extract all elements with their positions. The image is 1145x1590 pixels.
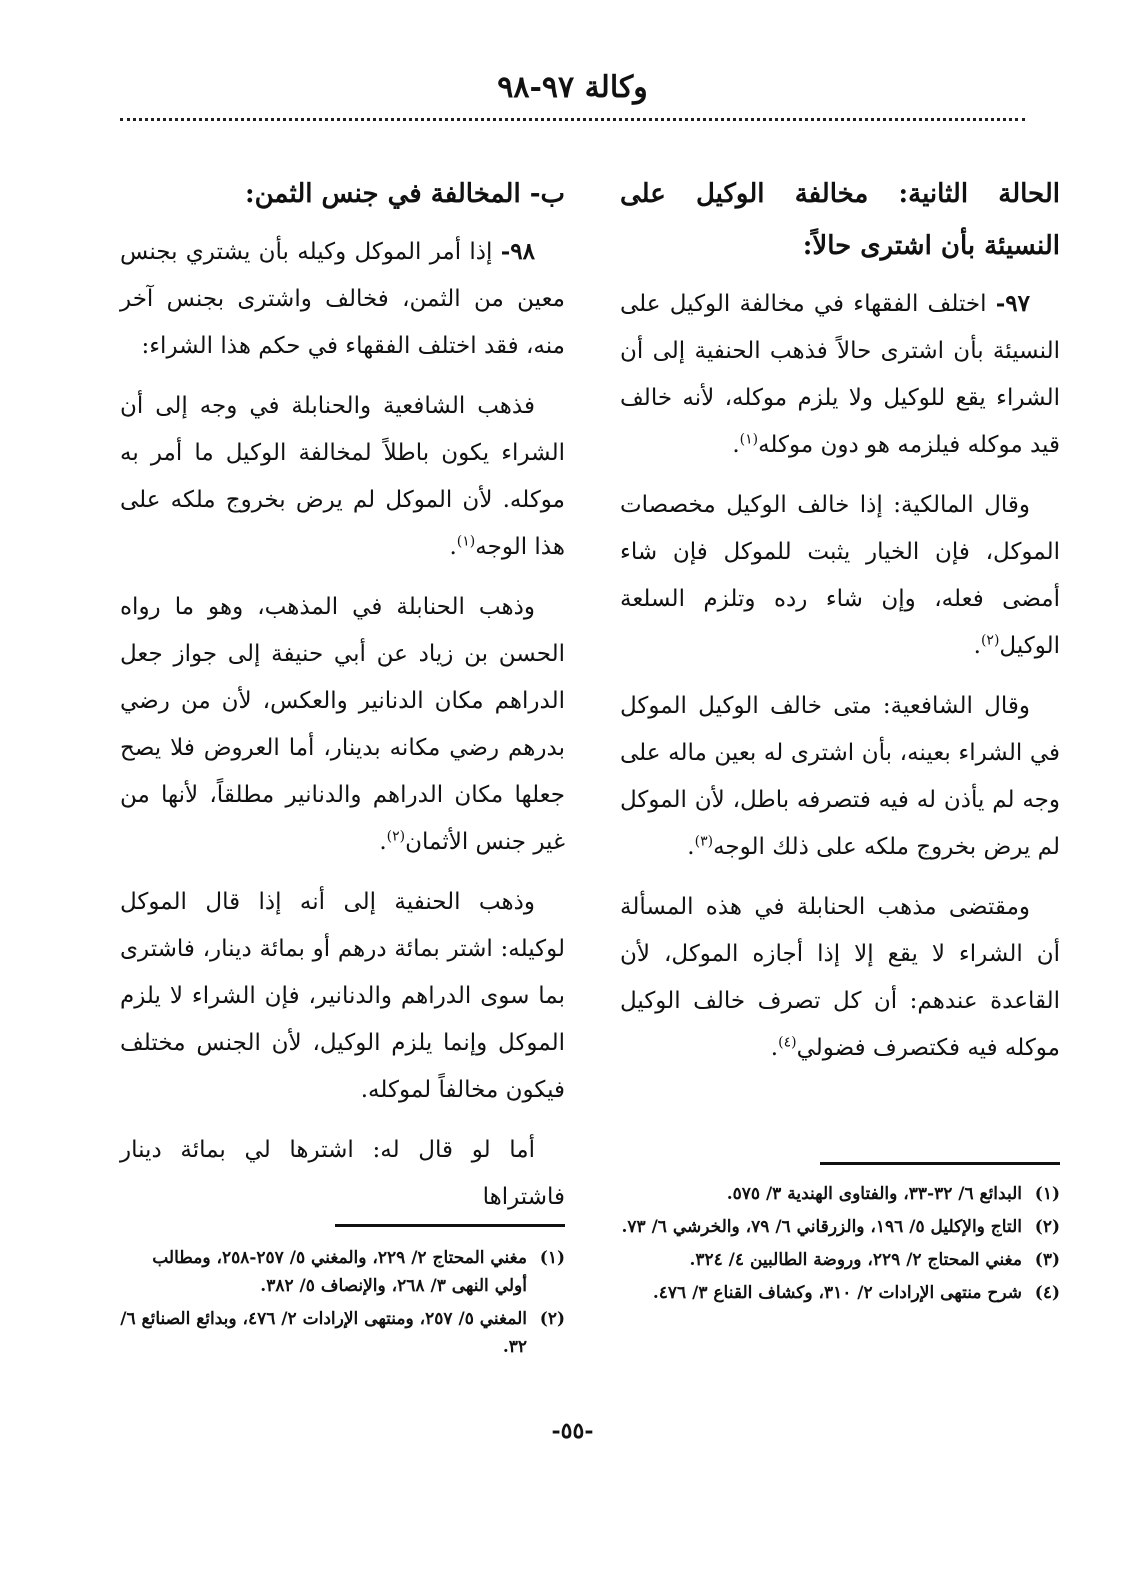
paragraph-maliki: وقال المالكية: إذا خالف الوكيل مخصصات الموكل، فإن الخيار يثبت للموكل فإن شاء أمضى فعله، وإن شاء رده وتلزم السلعة الوكيل$^{(٢)}$. [620, 492, 1060, 659]
footnote-text: المغني ٥/ ٢٥٧، ومنتهى الإرادات ٢/ ٤٧٦، وبدائع الصنائع ٦/ ٣٢. [120, 1309, 527, 1357]
footnote-text: مغني المحتاج ٢/ ٢٢٩، والمغني ٥/ ٢٥٧-٢٥٨، ومطالب أولي النهى ٣/ ٢٦٨، والإنصاف ٥/ ٣٨٢. [152, 1248, 527, 1296]
footnote [620, 1279, 1060, 1307]
footnote-text: مغني المحتاج ٢/ ٢٢٩، وروضة الطالبين ٤/ ٣٢٤. [689, 1250, 1022, 1270]
footnote [120, 1305, 565, 1361]
paragraph-text: فذهب الشافعية والحنابلة في وجه إلى أن الشراء يكون باطلاً لمخالفة الوكيل ما أمر به موكله. لأن الموكل لم يرض بخروج ملكه على هذا الوجه [120, 393, 565, 560]
footnote-number: (٣) [1034, 1250, 1060, 1270]
paragraph-text: وذهب الحنابلة في المذهب، وهو ما رواه الحسن بن زياد عن أبي حنيفة إلى جواز جعل الدراهم مكان الدنانير والعكس، لأن من رضي بدرهم رضي مكانه بدينار، أما العروض فلا يصح جعلها مكان الدراهم والدنانير مطلقاً، لأنها من غير جنس الأثمان [120, 594, 565, 855]
footnote-reference: (١) [456, 533, 476, 550]
footnote-text: التاج والإكليل ٥/ ١٩٦، والزرقاني ٦/ ٧٩، والخرشي ٦/ ٧٣. [621, 1217, 1022, 1237]
footnotes-right [620, 1180, 1060, 1312]
footnote-reference: (٢) [980, 632, 1000, 649]
footnote-text: البدائع ٦/ ٣٢-٣٣، والفتاوى الهندية ٣/ ٥٧٥. [726, 1184, 1022, 1204]
right-column [620, 168, 1060, 1085]
footnotes-left [120, 1244, 565, 1366]
page-number: -٥٥- [551, 1418, 594, 1444]
paragraph-shafii: وقال الشافعية: متى خالف الوكيل الموكل في الشراء بعينه، بأن اشترى له بعين ماله على وجه لم يأذن له فيه فتصرفه باطل، لأن الموكل لم يرض بخروج ملكه على ذلك الوجه$^{(٣)}$. [620, 693, 1060, 860]
footnote-reference: (٤) [778, 1034, 797, 1051]
paragraph-shafii-hanbali: فذهب الشافعية والحنابلة في وجه إلى أن الشراء يكون باطلاً لمخالفة الوكيل ما أمر به موكله. لأن الموكل لم يرض بخروج ملكه على هذا الوجه$^{(١)}$. [120, 393, 565, 560]
footnote [620, 1246, 1060, 1274]
paragraph-97: ٩٧- اختلف الفقهاء في مخالفة الوكيل على النسيئة بأن اشترى حالاً فذهب الحنفية إلى أن الشراء يقع للوكيل ولا يلزم موكله، لأنه خالف قيد موكله فيلزمه هو دون موكله$^{(١)}$. [620, 290, 1060, 458]
left-column [120, 168, 565, 1234]
footnote-number: (٢) [539, 1309, 565, 1329]
paragraph-text: وذهب الحنفية إلى أنه إذا قال الموكل لوكيله: اشتر بمائة درهم أو بمائة دينار، فاشترى بما سوى الدراهم والدنانير، فإن الشراء لا يلزم الموكل وإنما يلزم الوكيل، لأن الجنس مختلف فيكون مخالفاً لموكله. [120, 889, 565, 1103]
footnote [120, 1244, 565, 1300]
paragraph-hanafi [120, 879, 565, 1114]
paragraph-text: اختلف الفقهاء في مخالفة الوكيل على النسيئة بأن اشترى حالاً فذهب الحنفية إلى أن الشراء يقع للوكيل ولا يلزم موكله، لأنه خالف قيد موكله فيلزمه هو دون موكله [620, 291, 1060, 458]
left-column-heading: ب- المخالفة في جنس الثمن: [245, 179, 565, 209]
paragraph-98 [120, 228, 565, 370]
footnote [620, 1180, 1060, 1208]
footnote-divider-right [820, 1162, 1060, 1165]
header-dotted-rule [120, 118, 1025, 121]
footnote-divider-left [335, 1224, 565, 1227]
footnote-reference: (٢) [386, 828, 406, 845]
right-column-heading: الحالة الثانية: مخالفة الوكيل على النسيئة بأن اشترى حالاً: [620, 179, 1060, 261]
paragraph-number: ٩٧- [995, 290, 1030, 317]
paragraph-text: وقال المالكية: إذا خالف الوكيل مخصصات الموكل، فإن الخيار يثبت للموكل فإن شاء أمضى فعله، وإن شاء رده وتلزم السلعة الوكيل [620, 492, 1060, 659]
running-title: وكالة ٩٧-٩٨ [497, 70, 648, 105]
paragraph-text: أما لو قال له: اشترها لي بمائة دينار فاشتراها [120, 1137, 565, 1210]
footnote-number: (٢) [1034, 1217, 1060, 1237]
footnote-reference: (٣) [694, 833, 714, 850]
footnote-number: (١) [1034, 1184, 1060, 1204]
paragraph-text: وقال الشافعية: متى خالف الوكيل الموكل في الشراء بعينه، بأن اشترى له بعين ماله على وجه لم يأذن له فيه فتصرفه باطل، لأن الموكل لم يرض بخروج ملكه على ذلك الوجه [620, 693, 1060, 860]
footnote-number: (١) [539, 1248, 565, 1268]
paragraph-hanbali: ومقتضى مذهب الحنابلة في هذه المسألة أن الشراء لا يقع إلا إذا أجازه الموكل، لأن القاعدة عندهم: أن كل تصرف خالف الوكيل موكله فيه فكتصرف فضولي$^{(٤)}$. [620, 894, 1060, 1061]
paragraph-number: ٩٨- [500, 238, 535, 265]
footnote [620, 1213, 1060, 1241]
paragraph-text: إذا أمر الموكل وكيله بأن يشتري بجنس معين من الثمن، فخالف واشترى بجنس آخر منه، فقد اختلف الفقهاء في حكم هذا الشراء: [120, 239, 565, 359]
footnote-number: (٤) [1034, 1283, 1060, 1303]
paragraph-text: ومقتضى مذهب الحنابلة في هذه المسألة أن الشراء لا يقع إلا إذا أجازه الموكل، لأن القاعدة عندهم: أن كل تصرف خالف الوكيل موكله فيه فكتصرف فضولي [620, 894, 1060, 1061]
footnote-reference: (١) [739, 431, 759, 448]
paragraph-hanbali-madhhab: وذهب الحنابلة في المذهب، وهو ما رواه الحسن بن زياد عن أبي حنيفة إلى جواز جعل الدراهم مكان الدنانير والعكس، لأن من رضي بدرهم رضي مكانه بدينار، أما العروض فلا يصح جعلها مكان الدراهم والدنانير مطلقاً، لأنها من غير جنس الأثمان$^{(٢)}$. [120, 594, 565, 855]
footnote-text: شرح منتهى الإرادات ٢/ ٣١٠، وكشاف القناع ٣/ ٤٧٦. [652, 1283, 1022, 1303]
paragraph-continuation [120, 1127, 565, 1221]
